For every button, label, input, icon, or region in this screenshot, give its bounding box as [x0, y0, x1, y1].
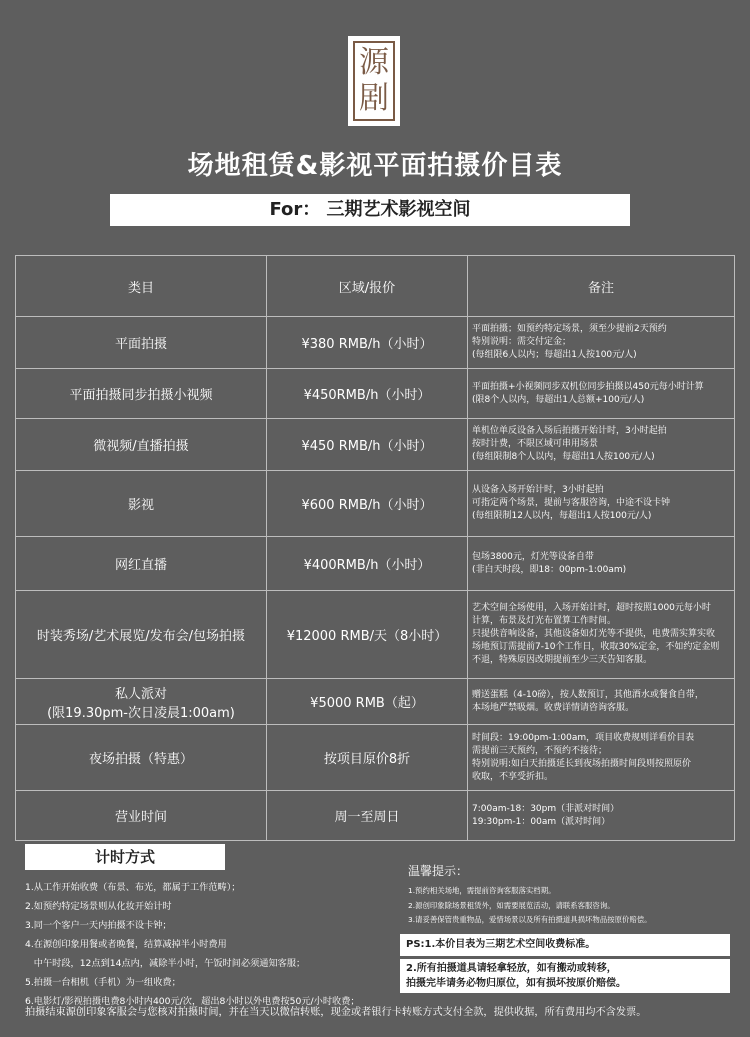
tip-line: 3.请妥善保管贵重物品，爱惜场景以及所有拍摄道具损坏物品按原价赔偿。 — [408, 915, 652, 924]
table-row — [16, 791, 735, 841]
table-row — [16, 725, 735, 791]
note-line: 不退，特殊原因改期提前至少三天告知客服。 — [472, 655, 653, 665]
note-line: 赠送蛋糕（4-10磅），按人数预订，其他酒水或餐食自带， — [472, 689, 704, 700]
note-line: (非白天时段，即18：00pm-1:00am) — [472, 564, 627, 575]
category-line: 网红直播 — [114, 558, 167, 573]
tip-line: 1.预约相关场地，需提前咨询客服落实档期。 — [408, 886, 556, 895]
note-line: 时间段：19:00pm-1:00am，项目收费规则详看价目表 — [472, 732, 695, 743]
note-line: 特别说明：需交付定金； — [472, 337, 572, 347]
note-line: 场地预订需提前7-10个工作日，收取30%定金，不如约定金则 — [472, 642, 720, 652]
timing-line: 6.电影灯/影视拍摄电费8小时内400元/次，超出8小时以外电费按50元/小时收费； — [25, 996, 360, 1007]
table-row — [16, 369, 735, 419]
note-line: 计算，布景及灯光布置算工作时间。 — [472, 616, 617, 626]
note-line: 需提前三天预约，不预约不接待； — [472, 745, 608, 756]
row-price: ¥450RMB/h（小时） — [267, 369, 468, 419]
timing-title: 计时方式 — [25, 844, 225, 870]
note-line: 可指定两个场景，提前与客服咨询，中途不设卡钟 — [472, 498, 671, 508]
category-line: 平面拍摄 — [114, 337, 167, 352]
row-price: ¥5000 RMB（起） — [267, 679, 468, 725]
row-notes — [468, 317, 735, 369]
header-notes: 备注 — [468, 256, 735, 317]
note-line: 本场地严禁吸烟。收费详情请咨询客服。 — [472, 702, 635, 713]
note-line: 艺术空间全场使用，入场开始计时，超时按照1000元每小时 — [472, 603, 711, 613]
note-line: 7:00am-18：30pm（非派对时间） — [472, 803, 620, 814]
note-line: 只提供音响设备，其他设备如灯光等不提供，电费需实算实收 — [472, 629, 716, 639]
price-table — [15, 255, 735, 841]
row-notes — [468, 419, 735, 471]
row-notes — [468, 791, 735, 841]
row-category — [16, 317, 267, 369]
timing-line: 5.拍摄一台相机（手机）为一组收费； — [25, 977, 181, 988]
note-line: 收取，不享受折扣。 — [472, 771, 554, 782]
category-line: 营业时间 — [114, 810, 167, 825]
timing-line: 中午时段，12点到14点内，减除半小时，午饭时间必须通知客服； — [25, 958, 306, 969]
row-category — [16, 591, 267, 679]
logo-char-1: 源 — [359, 45, 389, 80]
category-line: 微视频/直播拍摄 — [93, 439, 189, 454]
row-notes — [468, 471, 735, 537]
category-line: 平面拍摄同步拍摄小视频 — [69, 388, 213, 403]
note-line: 19:30pm-1：00am（派对时间） — [472, 816, 611, 827]
ps-note-2 — [400, 959, 730, 993]
row-category — [16, 369, 267, 419]
note-line: 单机位单反设备入场后拍摄开始计时，3小时起拍 — [472, 426, 667, 436]
page-title: 场地租赁&影视平面拍摄价目表 — [187, 151, 563, 181]
category-line: 影视 — [127, 498, 154, 513]
note-line: 包场3800元，灯光等设备自带 — [472, 551, 594, 562]
table-row — [16, 471, 735, 537]
row-category — [16, 725, 267, 791]
row-price: ¥450 RMB/h（小时） — [267, 419, 468, 471]
row-category — [16, 791, 267, 841]
note-line: (每组限制8个人以内，每超出1人按100元/人) — [472, 452, 655, 462]
footer-note: 拍摄结束源创印象客服会与您核对拍摄时间，并在当天以微信转账，现金或者银行卡转账方式支付全款，提供收据，所有费用均不含发票。 — [25, 1007, 647, 1018]
row-category — [16, 471, 267, 537]
timing-line: 1.从工作开始收费（布景、布光，都属于工作范畴）； — [25, 882, 241, 893]
brand-logo — [350, 38, 398, 124]
row-price: ¥12000 RMB/天（8小时） — [267, 591, 468, 679]
row-price: 按项目原价8折 — [267, 725, 468, 791]
table-row — [16, 317, 735, 369]
table-header-row — [16, 256, 735, 317]
note-line: 平面拍摄+小视频同步双机位同步拍摄以450元每小时计算 — [472, 381, 704, 392]
timing-notes — [25, 878, 395, 1011]
row-price: 周一至周日 — [267, 791, 468, 841]
row-notes — [468, 369, 735, 419]
row-category — [16, 537, 267, 591]
timing-line: 3.同一个客户一天内拍摄不设卡钟； — [25, 920, 172, 931]
table-row — [16, 537, 735, 591]
note-line: (每组限制12人以内，每超出1人按100元/人) — [472, 511, 652, 521]
row-price: ¥600 RMB/h（小时） — [267, 471, 468, 537]
tip-line: 2.源创印象除场景租赁外，如需要展览活动，请联系客服咨询。 — [408, 900, 615, 910]
note-line: 平面拍摄；如预约特定场景，须至少提前2天预约 — [472, 324, 667, 334]
category-line: 时装秀场/艺术展览/发布会/包场拍摄 — [36, 629, 246, 644]
tips-title: 温馨提示： — [408, 864, 469, 878]
row-notes — [468, 591, 735, 679]
row-category — [16, 419, 267, 471]
row-notes — [468, 679, 735, 725]
note-line: 按时计费，不限区域可串用场景 — [472, 439, 599, 449]
row-notes — [468, 725, 735, 791]
category-line: 私人派对 — [114, 686, 167, 702]
row-notes — [468, 537, 735, 591]
category-line: 夜场拍摄（特惠） — [88, 752, 193, 767]
table-row — [16, 419, 735, 471]
row-price: ¥380 RMB/h（小时） — [267, 317, 468, 369]
timing-line: 2.如预约特定场景则从化妆开始计时 — [25, 901, 172, 912]
header-category: 类目 — [16, 256, 267, 317]
note-line: 从设备入场开始计时，3小时起拍 — [472, 485, 604, 495]
table-row — [16, 679, 735, 725]
tips-list — [408, 884, 652, 928]
row-category — [16, 679, 267, 725]
table-row — [16, 591, 735, 679]
header-price: 区域/报价 — [267, 256, 468, 317]
timing-line: 4.在源创印象用餐或者晚餐，结算减掉半小时费用 — [25, 939, 227, 950]
logo-char-2: 剧 — [359, 81, 389, 116]
note-line: (限8个人以内，每超出1人总额+100元/人) — [472, 394, 645, 405]
ps-note-1: PS:1.本价目表为三期艺术空间收费标准。 — [400, 934, 730, 956]
note-line: 特别说明:如白天拍摄延长到夜场拍摄时间段则按照原价 — [472, 758, 692, 769]
note-line: (每组限6人以内；每超出1人按100元/人) — [472, 350, 637, 360]
ps-note-2-line-a: 2.所有拍摄道具请轻拿轻放，如有搬动或转移， — [406, 963, 617, 974]
ps-note-2-line-b: 拍摄完毕请务必物归原位，如有损坏按原价赔偿。 — [406, 978, 626, 989]
row-price: ¥400RMB/h（小时） — [267, 537, 468, 591]
venue-label: For： 三期艺术影视空间 — [110, 194, 630, 226]
category-line: (限19.30pm-次日凌晨1:00am) — [47, 705, 235, 721]
